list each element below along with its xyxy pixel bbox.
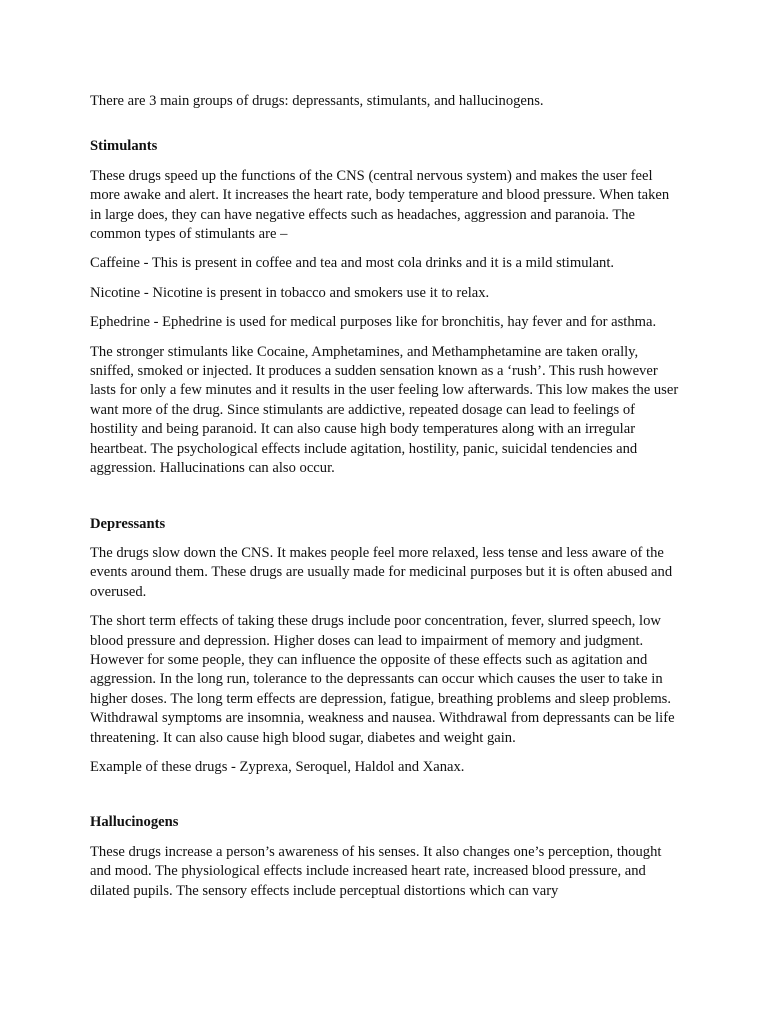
paragraph: The drugs slow down the CNS. It makes people feel more relaxed, less tense and less aware of the events around them. These drugs are usually made for medicinal purposes but it is often abused and overused. xyxy=(90,544,673,600)
section-stimulants xyxy=(90,137,680,478)
section-hallucinogens xyxy=(90,813,680,901)
section-depressants xyxy=(90,515,680,778)
section-heading: Depressants xyxy=(90,515,166,532)
paragraph: Ephedrine - Ephedrine is used for medical purposes like for bronchitis, hay fever and for asthma. xyxy=(90,314,657,331)
document-page xyxy=(90,92,680,911)
section-heading: Stimulants xyxy=(90,138,158,155)
paragraph: These drugs speed up the functions of the CNS (central nervous system) and makes the user feel more awake and alert. It increases the heart rate, body temperature and blood pressure. When taken in large does, they can have negative effects such as headaches, aggression and paranoia. The common types of stimulants are – xyxy=(90,167,670,243)
intro-paragraph: There are 3 main groups of drugs: depressants, stimulants, and hallucinogens. xyxy=(90,93,544,109)
paragraph: Nicotine - Nicotine is present in tobacco and smokers use it to relax. xyxy=(90,284,490,301)
paragraph: These drugs increase a person’s awareness of his senses. It also changes one’s perception, thought and mood. The physiological effects include increased heart rate, increased blood pressure, and dilated pupils. The sensory effects include perceptual distortions which can vary xyxy=(90,843,662,899)
paragraph: Example of these drugs - Zyprexa, Seroquel, Haldol and Xanax. xyxy=(90,758,465,775)
section-spacer xyxy=(90,489,680,515)
section-heading: Hallucinogens xyxy=(90,814,179,831)
section-spacer xyxy=(90,787,680,813)
paragraph: Caffeine - This is present in coffee and tea and most cola drinks and it is a mild stimulant. xyxy=(90,255,615,272)
paragraph: The stronger stimulants like Cocaine, Amphetamines, and Methamphetamine are taken orally, sniffed, smoked or injected. It produces a sudden sensation known as a ‘rush’. This rush however lasts for only a few minutes and it results in the user feeling low afterwards. This low makes the user want more of the drug. Since stimulants are addictive, repeated dosage can lead to feelings of hostility and being paranoid. It can also cause high body temperatures along with an irregular heartbeat. The psychological effects include agitation, hostility, panic, suicidal tendencies and aggression. Hallucinations can also occur. xyxy=(90,343,679,477)
paragraph: The short term effects of taking these drugs include poor concentration, fever, slurred speech, low blood pressure and depression. Higher doses can lead to impairment of memory and judgment. However for some people, they can influence the opposite of these effects such as agitation and aggression. In the long run, tolerance to the depressants can occur which causes the user to take in higher doses. The long term effects are depression, fatigue, breathing problems and sleep problems. Withdrawal symptoms are insomnia, weakness and nausea. Withdrawal from depressants can be life threatening. It can also cause high blood sugar, diabetes and weight gain. xyxy=(90,613,675,746)
